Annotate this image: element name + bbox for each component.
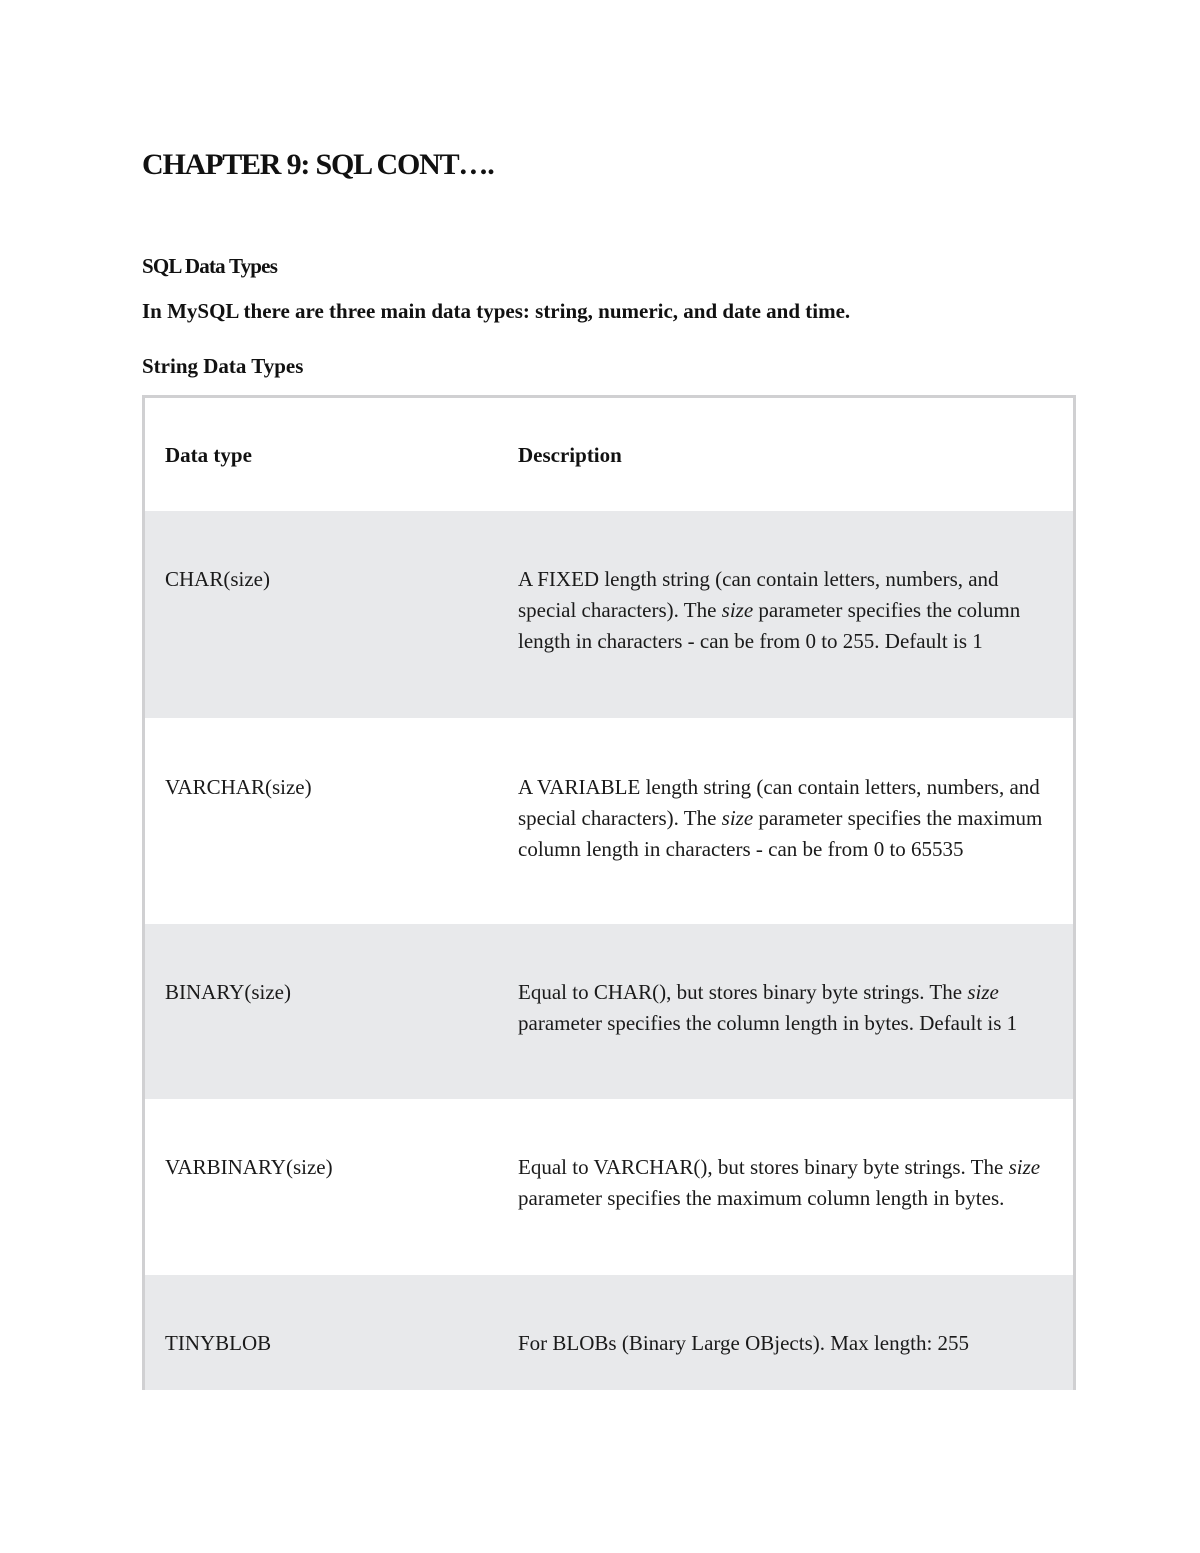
description-cell <box>518 1275 1073 1390</box>
header-data-type: Data type <box>165 443 252 467</box>
type-cell: VARBINARY(size) <box>165 1155 333 1179</box>
type-cell: VARCHAR(size) <box>165 775 312 799</box>
type-cell: TINYBLOB <box>145 1275 518 1390</box>
description-text: parameter specifies the column length in characters - can be from 0 to 255. Default is 1 <box>518 598 1021 653</box>
description-text: A VARIABLE length string (can contain letters, numbers, and special characters). The <box>518 775 1040 830</box>
description-text: For BLOBs (Binary Large OBjects). Max length: 255 <box>518 1331 970 1355</box>
size-param: size <box>967 980 999 1004</box>
description-text: parameter specifies the maximum column length in bytes. <box>518 1186 1005 1210</box>
sql-data-types-heading: SQL Data Types <box>142 254 278 278</box>
intro-paragraph: In MySQL there are three main data types: string, numeric, and date and time. <box>142 299 851 323</box>
description-cell <box>518 511 1073 718</box>
string-data-types-heading: String Data Types <box>142 354 304 378</box>
string-data-types-table <box>142 395 1076 1390</box>
table-row <box>145 1275 1073 1390</box>
description-text: Equal to VARCHAR(), but stores binary byte strings. The <box>518 1155 1009 1179</box>
data-types-table <box>145 398 1073 1390</box>
table-row <box>145 924 1073 1099</box>
description-text: A FIXED length string (can contain letters, numbers, and special characters). The <box>518 567 999 622</box>
description-text: parameter specifies the maximum column length in characters - can be from 0 to 65535 <box>518 806 1043 861</box>
table-row <box>145 1099 1073 1275</box>
description-text: Equal to CHAR(), but stores binary byte strings. The <box>518 980 968 1004</box>
table-row <box>145 511 1073 718</box>
description-cell <box>518 718 1073 924</box>
page-title: CHAPTER 9: SQL CONT…. <box>142 148 494 181</box>
size-param: size <box>1008 1155 1041 1179</box>
table-row <box>145 718 1073 924</box>
size-param: size <box>721 806 754 830</box>
size-param: size <box>721 598 754 622</box>
header-description: Description <box>518 443 622 467</box>
type-cell: BINARY(size) <box>145 924 518 1099</box>
description-text: parameter specifies the column length in bytes. Default is 1 <box>518 1011 1018 1035</box>
description-cell <box>518 1099 1073 1275</box>
description-cell <box>518 924 1073 1099</box>
type-cell: CHAR(size) <box>145 511 518 718</box>
table-header-row <box>145 398 1073 511</box>
